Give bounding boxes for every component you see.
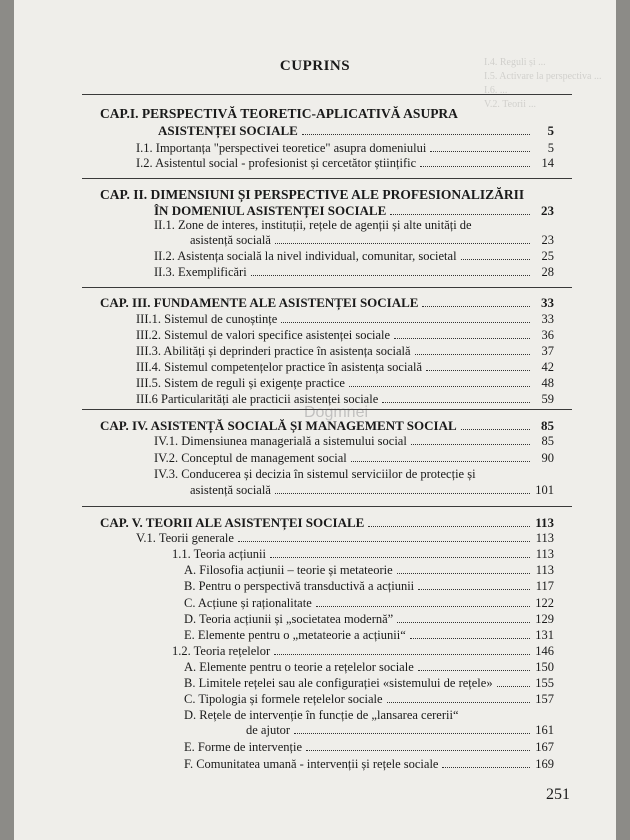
page-title: CUPRINS bbox=[279, 58, 351, 74]
toc-entry-5-1-2: 1.2. Teoria rețelelor 146 bbox=[172, 644, 554, 658]
toc-entry-2-1: II.1. Zone de interes, instituții, rețele de agenții și alte unități de bbox=[154, 218, 472, 232]
toc-entry-1-2: I.2. Asistentul social - profesionist și cercetător științific 14 bbox=[136, 156, 554, 170]
toc-entry-3-4: III.4. Sistemul competențelor practice în asistența socială 42 bbox=[136, 360, 554, 374]
toc-entry-5-1-2-f: F. Comunitatea umană - intervenții și rețele sociale 169 bbox=[184, 757, 554, 771]
watermark: Dogmnei bbox=[304, 404, 369, 421]
toc-entry-2-1-line2: asistență socială 23 bbox=[190, 233, 554, 247]
toc-entry-5-1-1-b: B. Pentru o perspectivă transductivă a acțiunii 117 bbox=[184, 579, 554, 593]
chapter-2-title: CAP. II. DIMENSIUNI ȘI PERSPECTIVE ALE PROFESIONALIZĂRII bbox=[100, 187, 525, 202]
divider bbox=[82, 409, 572, 410]
toc-entry-2-3: II.3. Exemplificări 28 bbox=[154, 265, 554, 279]
bleed-through-text: I.4. Reguli și ... I.5. Activare la perspectiva ... I.6. ... V.2. Teorii ... bbox=[484, 57, 602, 110]
toc-entry-5-1-2-e: E. Forme de intervenție 167 bbox=[184, 740, 554, 754]
toc-entry-5-1: V.1. Teorii generale 113 bbox=[136, 531, 554, 545]
toc-entry-5-1-2-c: C. Tipologia și formele rețelelor sociale 157 bbox=[184, 692, 554, 706]
toc-entry-4-1: IV.1. Dimensiunea managerială a sistemului social 85 bbox=[154, 434, 554, 448]
toc-entry-3-6: III.6 Particularități ale practicii asistenței sociale 59 bbox=[136, 392, 554, 406]
chapter-5-title: CAP. V. TEORII ALE ASISTENȚEI SOCIALE 113 bbox=[100, 515, 554, 530]
toc-entry-4-2: IV.2. Conceptul de management social 90 bbox=[154, 451, 554, 465]
chapter-4-title: CAP. IV. ASISTENȚĂ SOCIALĂ ȘI MANAGEMENT SOCIAL 85 bbox=[100, 418, 554, 433]
toc-entry-3-5: III.5. Sistem de reguli și exigențe practice 48 bbox=[136, 376, 554, 390]
page-number: 251 bbox=[546, 786, 570, 803]
toc-entry-5-1-2-d: D. Rețele de intervenție în funcție de „lansarea cererii“ bbox=[184, 708, 459, 722]
chapter-2-title-line2: ÎN DOMENIUL ASISTENȚEI SOCIALE 23 bbox=[154, 203, 554, 218]
divider bbox=[82, 94, 572, 95]
toc-entry-5-1-1-d: D. Teoria acțiunii și „societatea modernă” 129 bbox=[184, 612, 554, 626]
chapter-1-title: CAP.I. PERSPECTIVĂ TEORETIC-APLICATIVĂ ASUPRA bbox=[100, 106, 458, 121]
toc-entry-4-3: IV.3. Conducerea și decizia în sistemul serviciilor de protecție și bbox=[154, 467, 476, 481]
divider bbox=[82, 178, 572, 179]
toc-entry-5-1-2-b: B. Limitele rețelei sau ale configurației «sistemului de rețele» 155 bbox=[184, 676, 554, 690]
book-page bbox=[14, 0, 616, 840]
toc-entry-3-1: III.1. Sistemul de cunoștințe 33 bbox=[136, 312, 554, 326]
toc-entry-5-1-2-a: A. Elemente pentru o teorie a rețelelor sociale 150 bbox=[184, 660, 554, 674]
toc-entry-5-1-2-d-line2: de ajutor 161 bbox=[246, 723, 554, 737]
toc-entry-4-3-line2: asistență socială 101 bbox=[190, 483, 554, 497]
toc-entry-3-3: III.3. Abilități și deprinderi practice în asistența socială 37 bbox=[136, 344, 554, 358]
toc-entry-3-2: III.2. Sistemul de valori specifice asistenței sociale 36 bbox=[136, 328, 554, 342]
toc-entry-5-1-1: 1.1. Teoria acțiunii 113 bbox=[172, 547, 554, 561]
toc-entry-1-1: I.1. Importanța "perspectivei teoretice" asupra domeniului 5 bbox=[136, 141, 554, 155]
divider bbox=[82, 287, 572, 288]
toc-entry-2-2: II.2. Asistența socială la nivel individual, comunitar, societal 25 bbox=[154, 249, 554, 263]
chapter-1-title-line2: ASISTENȚEI SOCIALE 5 bbox=[158, 123, 554, 138]
toc-entry-5-1-1-e: E. Elemente pentru o „metateorie a acțiunii“ 131 bbox=[184, 628, 554, 642]
chapter-3-title: CAP. III. FUNDAMENTE ALE ASISTENȚEI SOCIALE 33 bbox=[100, 295, 554, 310]
toc-entry-5-1-1-c: C. Acțiune și raționalitate 122 bbox=[184, 596, 554, 610]
toc-entry-5-1-1-a: A. Filosofia acțiunii – teorie și metateorie 113 bbox=[184, 563, 554, 577]
divider bbox=[82, 506, 572, 507]
